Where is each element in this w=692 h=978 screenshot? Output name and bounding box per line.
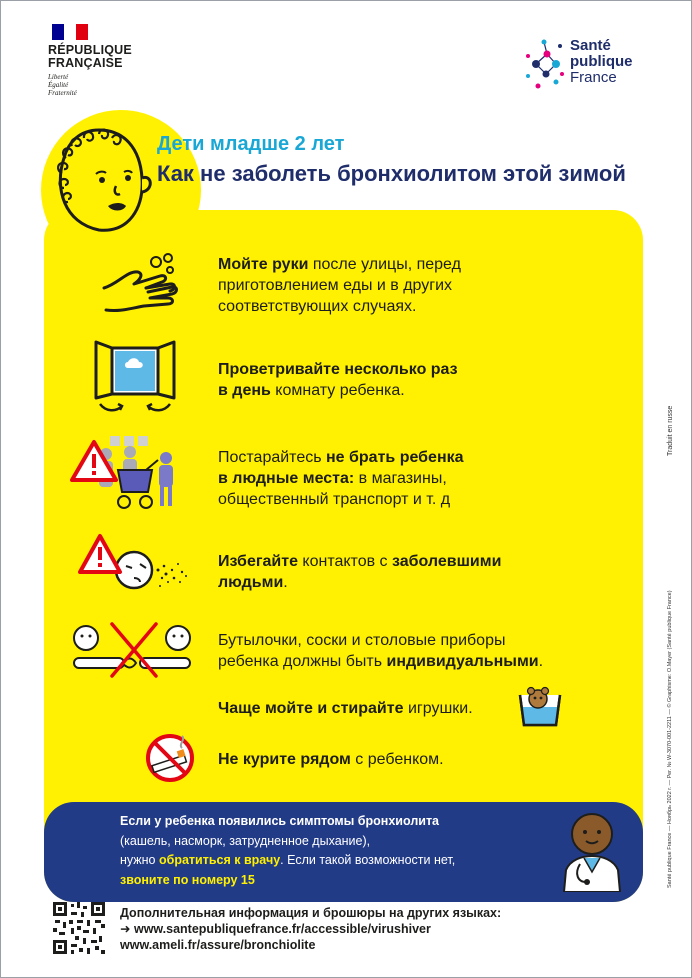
link-arrow-icon: ➜ [120, 922, 131, 936]
tip-avoid-crowds: Постарайтесь не брать ребенка в людные места: в магазины, общественный транспорт и т. д [218, 449, 464, 508]
network-dots-icon [522, 34, 572, 100]
republic-name: RÉPUBLIQUE FRANÇAISE [48, 43, 132, 70]
tip-wash-hands: Мойте руки после улицы, перед приготовлением еды и в других соответствующих случаях. [218, 256, 461, 315]
audience-subtitle: Дети младше 2 лет [157, 133, 345, 155]
link-santepubliquefrance[interactable]: www.santepubliquefrance.fr/accessible/virushiver [133, 922, 431, 936]
call-15-text: звоните по номеру 15 [120, 872, 255, 887]
tip-no-smoking: Не курите рядом с ребенком. [218, 751, 444, 768]
see-doctor-text: обратиться к врачу [158, 853, 281, 867]
no-smoking-icon [144, 732, 196, 784]
link-ameli[interactable]: www.ameli.fr/assure/bronchiolite [120, 938, 316, 952]
doctor-icon [560, 808, 624, 892]
tip-avoid-sick-people: Избегайте контактов с заболевшими людьми. [218, 553, 502, 591]
toy-in-water-icon [516, 683, 564, 727]
publication-credits: Santé publique France — Ноябрь 2022 г. — Рег. № W-3070-001-2211 — © Graphisme: O.Mayer (Santé publique France) [667, 590, 673, 888]
tip-ventilate: Проветривайте несколько раз в день комнату ребенка. [218, 361, 458, 399]
more-info-heading: Дополнительная информация и брошюры на других языках: [120, 906, 502, 920]
agency-name: Santé publique France [570, 37, 633, 86]
open-window-icon [92, 338, 178, 418]
page-title: Как не заболеть бронхиолитом этой зимой [157, 161, 626, 186]
washing-hands-icon [100, 250, 182, 322]
more-info-section [120, 905, 501, 953]
sante-publique-france-logo [522, 34, 662, 104]
tip-individual-items: Бутылочки, соски и столовые приборы ребенка должны быть индивидуальными. [218, 632, 544, 670]
symptoms-banner-text: Если у ребенка появились симптомы бронхиолита (кашель, насморк, затрудненное дыхание), нужно обратиться к врачу. Если такой возможности нет, звоните по номеру 15 [120, 812, 520, 890]
marianne-flag-icon [52, 24, 88, 40]
translation-note: Traduit en russe [667, 405, 674, 456]
republique-francaise-logo [48, 24, 158, 97]
qr-code[interactable] [53, 902, 105, 954]
no-sharing-bottles-icon [64, 620, 200, 680]
crowded-places-icon [66, 430, 184, 516]
baby-face-icon [44, 118, 154, 248]
sick-person-sneezing-icon [78, 532, 190, 604]
tip-wash-toys: Чаще мойте и стирайте игрушки. [218, 700, 473, 717]
republic-motto: Liberté Égalité Fraternité [48, 73, 77, 97]
